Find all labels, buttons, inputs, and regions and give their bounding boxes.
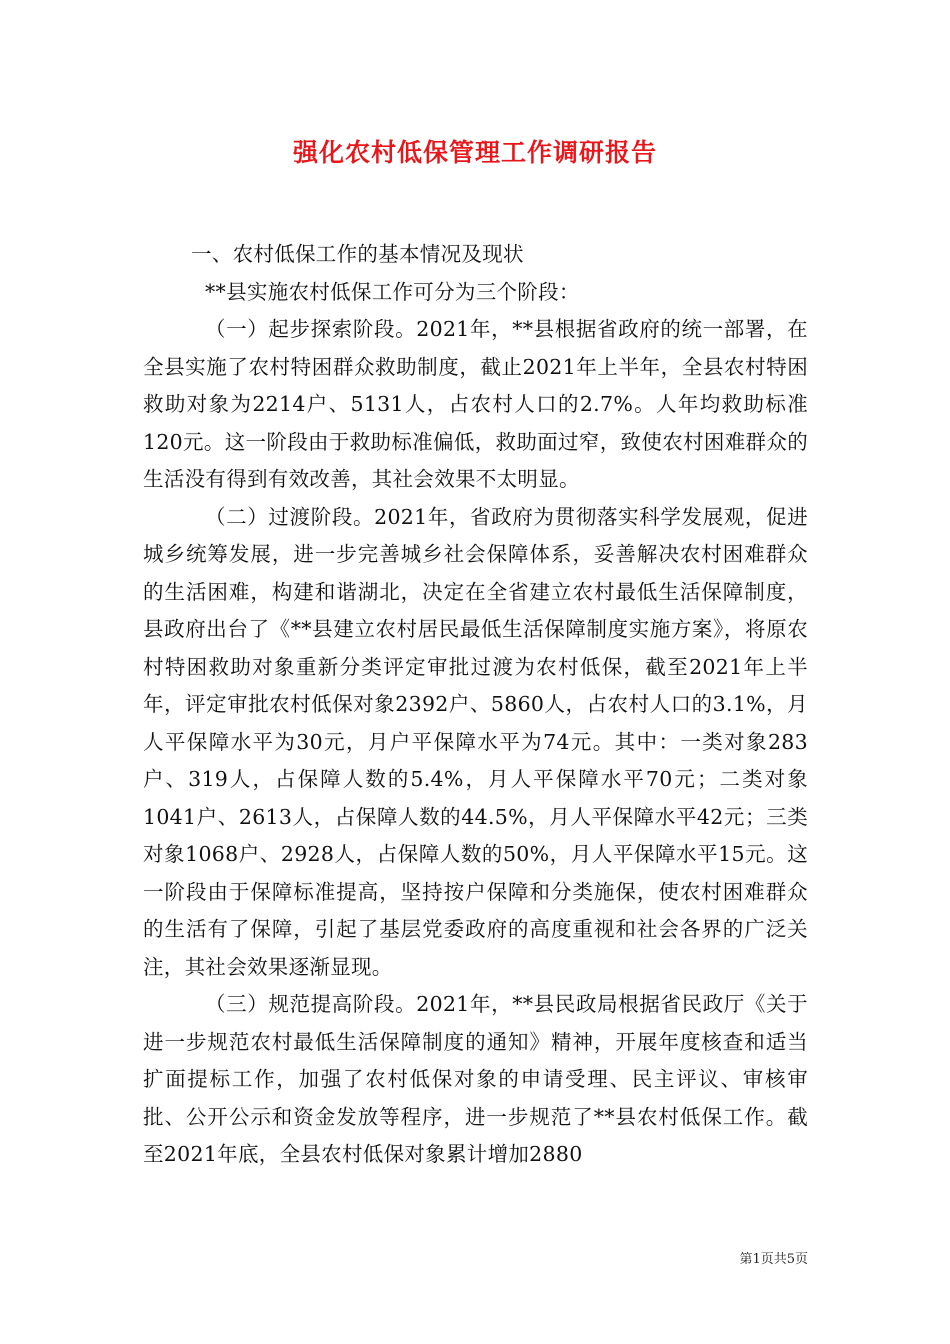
paragraph-stage-1: （一）起步探索阶段。2021年，**县根据省政府的统一部署，在全县实施了农村特困群众救助制度，截止2021年上半年，全县农村特困救助对象为2214户、5131人，占农村人口的2.7%。人年均救助标准120元。这一阶段由于救助标准偏低，救助面过窄，致使农村困难群众的生活没有得到有效改善，其社会效果不太明显。 xyxy=(143,317,808,491)
page-number: 第1页共5页 xyxy=(739,1252,808,1267)
section-heading: 一、农村低保工作的基本情况及现状 xyxy=(191,242,524,266)
document-title: 强化农村低保管理工作调研报告 xyxy=(292,138,657,167)
paragraph-stage-3: （三）规范提高阶段。2021年，**县民政局根据省民政厅《关于进一步规范农村最低生活保障制度的通知》精神，开展年度核查和适当扩面提标工作，加强了农村低保对象的申请受理、民主评议、审核审批、公开公示和资金发放等程序，进一步规范了**县农村低保工作。截至2021年底，全县农村低保对象累计增加2880 xyxy=(143,992,808,1166)
paragraph-stage-2: （二）过渡阶段。2021年，省政府为贯彻落实科学发展观，促进城乡统筹发展，进一步完善城乡社会保障体系，妥善解决农村困难群众的生活困难，构建和谐湖北，决定在全省建立农村最低生活保障制度，县政府出台了《**县建立农村居民最低生活保障制度实施方案》，将原农村特困救助对象重新分类评定审批过渡为农村低保，截至2021年上半年，评定审批农村低保对象2392户、5860人，占农村人口的3.1%，月人平保障水平为30元，月户平保障水平为74元。其中：一类对象283户、319人，占保障人数的5.4%，月人平保障水平70元；二类对象1041户、2613人，占保障人数的44.5%，月人平保障水平42元；三类对象1068户、2928人，占保障人数的50%，月人平保障水平15元。这一阶段由于保障标准提高，坚持按户保障和分类施保，使农村困难群众的生活有了保障，引起了基层党委政府的高度重视和社会各界的广泛关注，其社会效果逐渐显现。 xyxy=(143,504,808,979)
intro-paragraph: **县实施农村低保工作可分为三个阶段： xyxy=(205,279,580,304)
document-body xyxy=(143,236,808,1174)
